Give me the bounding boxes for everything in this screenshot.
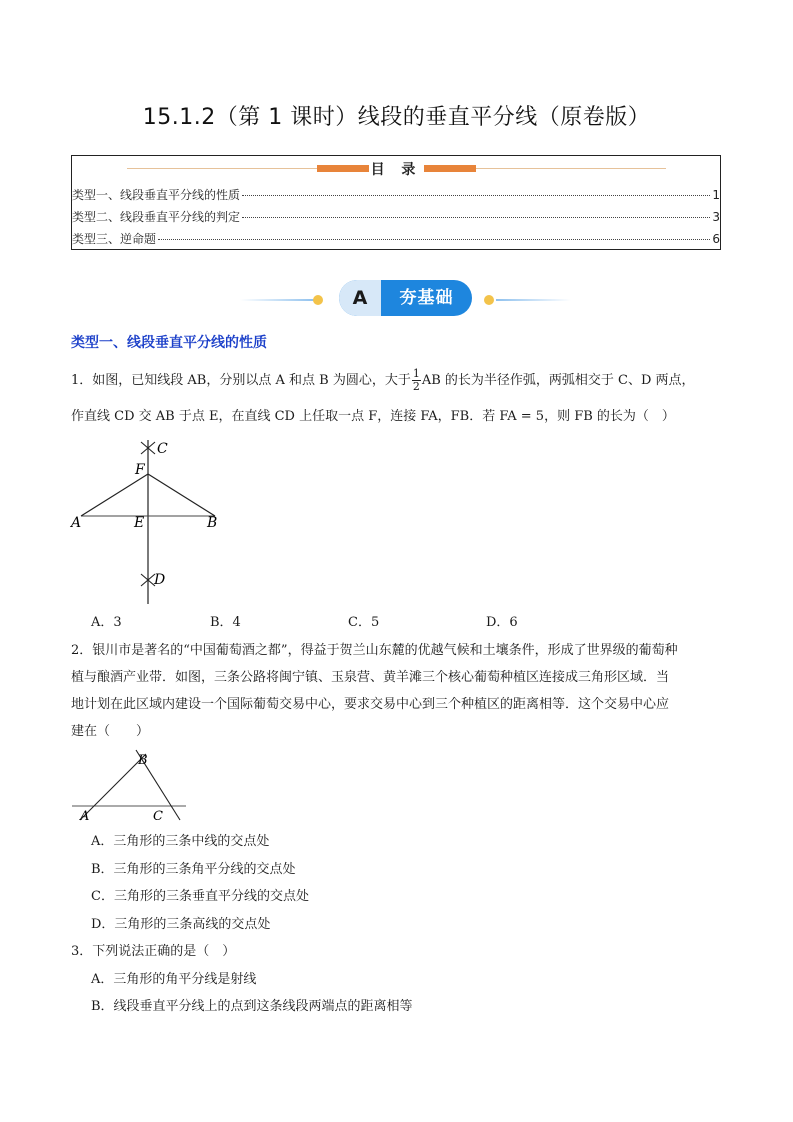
question-text: 如图，已知线段 AB，分别以点 A 和点 B 为圆心，大于 [92,373,411,388]
toc-item-page: 1 [712,188,720,202]
toc-leader [158,239,710,240]
label-d: D [154,572,166,588]
toc-item[interactable] [72,230,720,248]
question-2-line-4: 建在（ ） [71,724,150,739]
banner-line-left [240,299,315,301]
label-b: B [207,515,218,531]
fraction [412,368,421,393]
question-2-line-1 [71,642,678,660]
toc-title: 目 录 [370,162,422,178]
toc-divider-right [476,168,666,169]
toc-leader [242,195,710,196]
label-c: C [157,441,168,457]
banner-letter: A [339,280,381,316]
question-text: AB 的长为半径作弧，两弧相交于 C、D 两点， [421,373,695,388]
option-a[interactable]: A．三角形的角平分线是射线 [91,972,257,987]
toc-leader [242,217,710,218]
question-2-line-2: 植与酿酒产业带．如图，三条公路将闽宁镇、玉泉营、黄羊滩三个核心葡萄种植区连接成三角形区域．当 [71,670,670,685]
banner-text: 夯基础 [399,288,454,308]
option-d[interactable]: D．6 [486,615,518,630]
toc-item-page: 6 [712,232,720,246]
question-3-line-1 [71,943,235,961]
question-2-line-3: 地计划在此区域内建设一个国际葡萄交易中心，要求交易中心到三个种植区的距离相等．这个交易中心应 [71,697,670,712]
fraction-numerator: 1 [412,367,420,380]
road-ab [80,754,146,820]
toc-item-label: 类型二、线段垂直平分线的判定 [72,210,241,224]
question-number: 2． [71,643,93,658]
banner-dot-right [484,295,494,305]
label-a: A [80,809,90,822]
option-a[interactable]: A．三角形的三条中线的交点处 [91,834,270,849]
question-text: 下列说法正确的是（ ） [92,944,236,959]
option-c[interactable]: C．5 [348,615,380,630]
label-a: A [71,515,82,531]
segment-fa [81,474,148,516]
question-number: 3． [71,944,93,959]
toc-accent-right [424,165,476,172]
table-of-contents [71,155,721,250]
question-number: 1． [71,373,93,388]
toc-item[interactable] [72,208,720,226]
option-b[interactable]: B．4 [210,615,241,630]
option-c[interactable]: C．三角形的三条垂直平分线的交点处 [91,889,309,904]
toc-header [72,161,720,177]
page-title: 15.1.2（第 1 课时）线段的垂直平分线（原卷版） [142,105,651,130]
label-e: E [134,515,145,531]
option-d[interactable]: D．三角形的三条高线的交点处 [91,917,271,932]
toc-item[interactable] [72,186,720,204]
fraction-denominator: 2 [412,380,420,393]
toc-item-label: 类型三、逆命题 [72,232,157,246]
question-1-line-1 [71,368,695,393]
toc-item-page: 3 [712,210,720,224]
figure-triangle-roads [68,748,188,822]
option-a[interactable]: A．3 [91,615,122,630]
option-b[interactable]: B．线段垂直平分线上的点到这条线段两端点的距离相等 [91,999,413,1014]
section-banner [339,280,472,316]
section-heading: 类型一、线段垂直平分线的性质 [71,335,267,351]
banner-dot-left [313,295,323,305]
toc-item-label: 类型一、线段垂直平分线的性质 [72,188,241,202]
option-b[interactable]: B．三角形的三条角平分线的交点处 [91,862,296,877]
label-c: C [153,809,163,822]
question-1-line-2: 作直线 CD 交 AB 于点 E，在直线 CD 上任取一点 F，连接 FA，FB．若 FA = 5，则 FB 的长为（ ） [71,409,675,424]
label-f: F [135,462,145,478]
label-b: B [138,753,148,768]
figure-perpendicular-bisector [68,436,228,608]
question-text: 银川市是著名的“中国葡萄酒之都”，得益于贺兰山东麓的优越气候和土壤条件，形成了世界级的葡萄种 [92,643,678,658]
banner-line-right [496,299,571,301]
segment-fb [148,474,215,516]
